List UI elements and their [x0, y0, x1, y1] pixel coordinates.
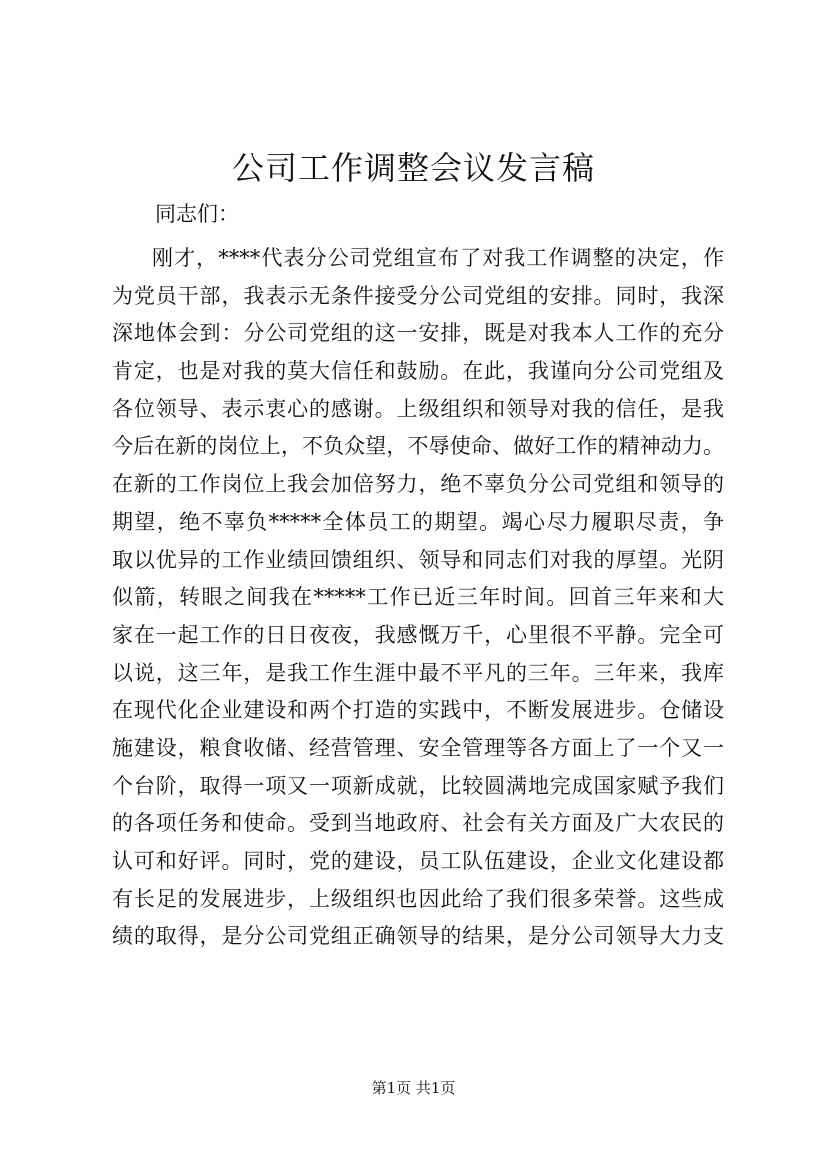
document-title: 公司工作调整会议发言稿 — [231, 149, 595, 187]
paragraph-line: 取以优异的工作业绩回馈组织、领导和同志们对我的厚望。光阴 — [112, 547, 724, 572]
paragraph-line: 施建设，粮食收储、经营管理、安全管理等各方面上了一个又一 — [112, 735, 724, 760]
paragraph-line: 以说，这三年，是我工作生涯中最不平凡的三年。三年来，我库 — [112, 660, 724, 685]
paragraph-line: 各位领导、表示衷心的感谢。上级组织和领导对我的信任，是我 — [112, 396, 724, 421]
paragraph-line: 家在一起工作的日日夜夜，我感慨万千，心里很不平静。完全可 — [112, 622, 724, 647]
paragraph-line: 期望，绝不辜负*****全体员工的期望。竭心尽力履职尽责，争 — [112, 509, 724, 534]
paragraph-line: 深地体会到：分公司党组的这一安排，既是对我本人工作的充分 — [112, 321, 724, 346]
paragraph-line: 为党员干部，我表示无条件接受分公司党组的安排。同时，我深 — [112, 283, 724, 308]
paragraph-line: 个台阶，取得一项又一项新成就，比较圆满地完成国家赋予我们 — [112, 773, 724, 798]
paragraph-line: 刚才，****代表分公司党组宣布了对我工作调整的决定，作 — [152, 246, 724, 270]
page-footer: 第1页 共1页 — [371, 1079, 456, 1097]
body-paragraph — [112, 240, 724, 956]
paragraph-line: 似箭，转眼之间我在*****工作已近三年时间。回首三年来和大 — [112, 585, 724, 610]
greeting: 同志们： — [155, 202, 239, 226]
paragraph-line: 肯定，也是对我的莫大信任和鼓励。在此，我谨向分公司党组及 — [112, 359, 724, 384]
paragraph-line: 在新的工作岗位上我会加倍努力，绝不辜负分公司党组和领导的 — [112, 472, 724, 497]
paragraph-line: 今后在新的岗位上，不负众望，不辱使命、做好工作的精神动力。 — [112, 434, 724, 459]
paragraph-line: 绩的取得，是分公司党组正确领导的结果，是分公司领导大力支 — [112, 924, 724, 949]
paragraph-line: 的各项任务和使命。受到当地政府、社会有关方面及广大农民的 — [112, 811, 724, 836]
paragraph-line: 认可和好评。同时，党的建设，员工队伍建设，企业文化建设都 — [112, 849, 724, 873]
paragraph-line: 有长足的发展进步，上级组织也因此给了我们很多荣誉。这些成 — [112, 886, 724, 911]
paragraph-line: 在现代化企业建设和两个打造的实践中，不断发展进步。仓储设 — [112, 698, 724, 723]
